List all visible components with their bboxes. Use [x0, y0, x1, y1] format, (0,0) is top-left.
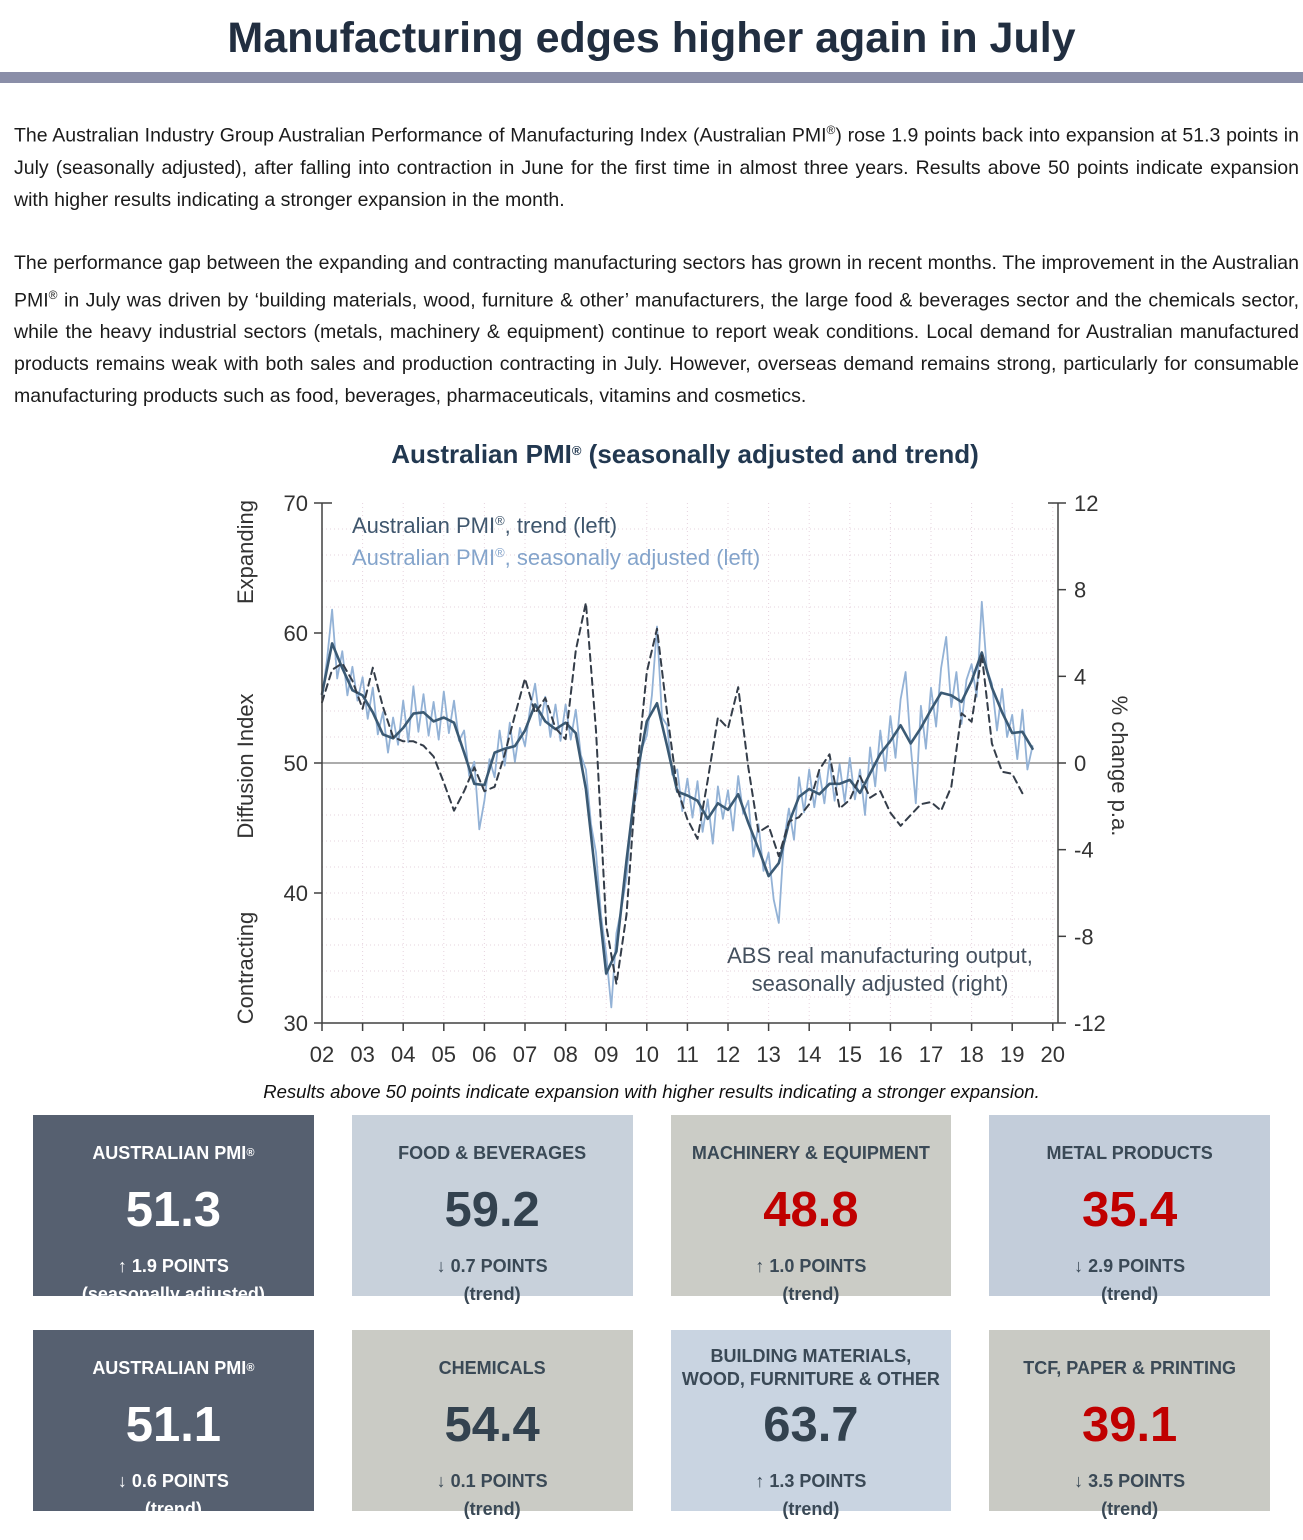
card-delta: ↑ 1.3 POINTS: [755, 1471, 867, 1491]
svg-text:Australian PMI®, trend (left): Australian PMI®, trend (left): [352, 513, 618, 538]
svg-text:-4: -4: [1074, 837, 1094, 863]
card-delta: ↑ 1.0 POINTS: [755, 1256, 867, 1276]
card-basis: (trend): [1101, 1284, 1159, 1304]
svg-text:50: 50: [283, 751, 308, 776]
paragraph-1: The Australian Industry Group Australian Performance of Manufacturing Index (Australian PMI®) rose 1.9 points back into expansion at 51.3 points in July (seasonally adjusted), after falling into contraction in June for the first time in almost three years. Results above 50 points indicate expansion with higher results indicating a stronger expansion in the month.: [14, 123, 1299, 211]
chart-caption: Results above 50 points indicate expansion with higher results indicating a stronger expansion.: [263, 1081, 1040, 1102]
stat-card-building-materials: [671, 1330, 952, 1519]
svg-text:13: 13: [756, 1042, 781, 1067]
svg-text:20: 20: [1040, 1042, 1066, 1067]
chart-legend: [352, 513, 760, 570]
card-value: 39.1: [1081, 1398, 1178, 1452]
stat-card-metal-products: [989, 1115, 1270, 1304]
stat-card-chemicals: [352, 1330, 633, 1519]
svg-text:11: 11: [675, 1042, 699, 1067]
svg-text:4: 4: [1074, 664, 1087, 690]
svg-text:06: 06: [472, 1042, 497, 1067]
svg-text:8: 8: [1074, 577, 1087, 603]
page-title: Manufacturing edges higher again in July: [227, 14, 1076, 62]
trend-series-line: [322, 643, 1033, 973]
svg-text:16: 16: [878, 1042, 903, 1067]
svg-text:seasonally adjusted (right): seasonally adjusted (right): [751, 971, 1009, 996]
svg-text:70: 70: [283, 491, 308, 516]
svg-text:04: 04: [390, 1042, 416, 1067]
svg-text:Expanding: Expanding: [233, 500, 258, 604]
svg-text:14: 14: [796, 1042, 822, 1067]
card-basis: (trend): [782, 1284, 840, 1304]
svg-text:-8: -8: [1074, 924, 1094, 950]
card-basis: (trend): [463, 1284, 521, 1304]
x-axis-tick-labels: [310, 1042, 1065, 1067]
stat-card-food-beverages: [352, 1115, 633, 1304]
right-axis-tick-labels: [1074, 491, 1106, 1036]
svg-text:Diffusion Index: Diffusion Index: [233, 693, 258, 839]
card-delta: ↓ 0.7 POINTS: [436, 1256, 548, 1276]
card-value: 63.7: [763, 1398, 859, 1452]
svg-text:40: 40: [283, 881, 308, 906]
card-title: BUILDING MATERIALS, WOOD, FURNITURE & OTHER: [681, 1346, 940, 1389]
stat-card-australian-pmi: [33, 1330, 314, 1519]
svg-text:60: 60: [283, 621, 308, 646]
svg-text:Australian PMI® (seasonally ad: Australian PMI® (seasonally adjusted and trend): [391, 439, 979, 469]
summary-cards: [0, 1115, 1303, 1523]
card-delta: ↓ 0.6 POINTS: [117, 1471, 229, 1491]
svg-text:15: 15: [837, 1042, 863, 1067]
svg-text:19: 19: [999, 1042, 1025, 1067]
svg-text:02: 02: [309, 1042, 335, 1067]
card-value: 59.2: [444, 1183, 540, 1237]
chart-title: [391, 439, 979, 469]
svg-text:17: 17: [918, 1042, 944, 1067]
card-value: 54.4: [444, 1398, 540, 1452]
pmi-chart: [0, 426, 1303, 1081]
svg-text:% change p.a.: % change p.a.: [1107, 695, 1132, 837]
card-title: MACHINERY & EQUIPMENT: [691, 1142, 930, 1163]
card-title: AUSTRALIAN PMI ®: [92, 1142, 255, 1163]
card-basis: (seasonally adjusted): [81, 1284, 265, 1304]
card-title: FOOD & BEVERAGES: [398, 1142, 587, 1163]
title-divider: [0, 72, 1303, 83]
svg-text:Australian PMI®, seasonally ad: Australian PMI®, seasonally adjusted (left): [352, 545, 761, 570]
svg-text:12: 12: [1074, 491, 1099, 516]
left-axis-tick-labels: [284, 491, 308, 1036]
svg-text:10: 10: [634, 1042, 660, 1067]
card-value: 48.8: [763, 1183, 859, 1237]
card-title: TCF, PAPER & PRINTING: [1023, 1357, 1236, 1378]
card-value: 51.3: [125, 1183, 222, 1237]
svg-text:12: 12: [715, 1042, 741, 1067]
svg-text:18: 18: [959, 1042, 984, 1067]
svg-text:07: 07: [512, 1042, 538, 1067]
card-delta: ↓ 0.1 POINTS: [436, 1471, 548, 1491]
card-delta: ↓ 2.9 POINTS: [1074, 1256, 1186, 1276]
stat-card-machinery-equipment: [671, 1115, 952, 1304]
card-value: 51.1: [125, 1398, 222, 1452]
card-basis: (trend): [144, 1499, 202, 1519]
card-basis: (trend): [782, 1499, 840, 1519]
svg-text:ABS real manufacturing output,: ABS real manufacturing output,: [727, 943, 1033, 968]
card-basis: (trend): [1101, 1499, 1159, 1519]
pmi-chart-svg: [0, 426, 1303, 1076]
svg-text:05: 05: [431, 1042, 457, 1067]
card-basis: (trend): [463, 1499, 521, 1519]
svg-text:0: 0: [1074, 751, 1087, 776]
card-delta: ↓ 3.5 POINTS: [1074, 1471, 1186, 1491]
card-title: CHEMICALS: [438, 1357, 546, 1378]
stat-card-australian-pmi: [33, 1115, 314, 1304]
card-delta: ↑ 1.9 POINTS: [117, 1256, 229, 1276]
card-title: AUSTRALIAN PMI ®: [92, 1357, 255, 1378]
abs-output-series-line: [322, 603, 1022, 984]
svg-text:Contracting: Contracting: [233, 911, 258, 1025]
svg-text:-12: -12: [1074, 1011, 1106, 1036]
stat-card-tcf-paper-printing: [989, 1330, 1270, 1519]
svg-text:30: 30: [283, 1011, 308, 1036]
card-title: METAL PRODUCTS: [1046, 1142, 1213, 1163]
chart-annotation: [727, 943, 1033, 996]
card-value: 35.4: [1081, 1183, 1178, 1237]
svg-text:09: 09: [593, 1042, 619, 1067]
svg-text:03: 03: [350, 1042, 375, 1067]
svg-text:08: 08: [553, 1042, 578, 1067]
body-text: [0, 114, 1303, 412]
paragraph-2: The performance gap between the expanding and contracting manufacturing sectors has grown in recent months. The improvement in the Australian PMI® in July was driven by ‘building materials, wood, furniture & other’ manufacturers, the large food & beverages sector and the chemicals sector, while the heavy industrial sectors (metals, machinery & equipment) continue to report weak conditions. Local demand for Australian manufactured products remains weak with both sales and production contracting in July. However, overseas demand remains strong, particularly for consumable manufacturing products such as food, beverages, pharmaceuticals, vitamins and cosmetics.: [14, 251, 1299, 407]
